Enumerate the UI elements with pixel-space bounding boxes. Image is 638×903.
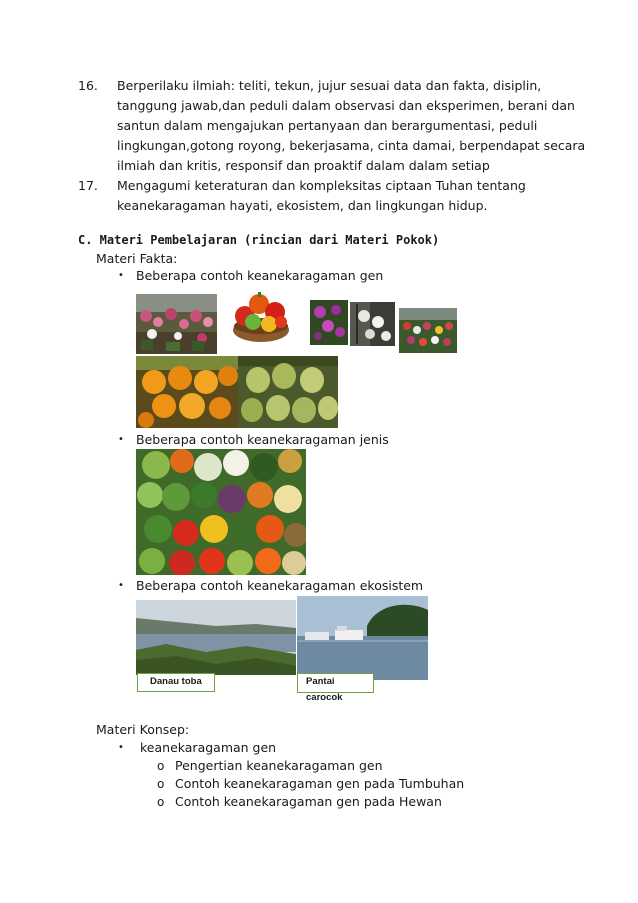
konsep-bullet-text: keanekaragaman gen [140,740,277,755]
flower-garden-image [136,294,217,354]
materi-fakta-label: Materi Fakta: [96,251,178,266]
orchid-white-image [350,302,395,346]
bullet-marker: • [118,580,124,591]
lake-toba-image [136,600,296,675]
item-17-line: keanekaragaman hayati, ekosistem, dan lingkungan hidup. [117,198,488,213]
sub-bullet-marker: o [157,795,165,809]
sub-bullet-marker: o [157,759,165,773]
item-16-number: 16. [78,78,98,93]
bullet-marker: • [118,434,124,445]
item-17-line: Mengagumi keteraturan dan kompleksitas ciptaan Tuhan tentang [117,178,526,193]
section-heading: C. Materi Pembelajaran (rincian dari Materi Pokok) [78,233,440,247]
caption-danau-toba: Danau toba [137,673,215,692]
sub-bullet-marker: o [157,777,165,791]
bullet-marker: • [118,270,124,281]
carocok-beach-image [297,596,428,680]
vegetables-image [136,449,306,575]
item-16-text [117,78,585,178]
item-17-text [117,178,526,218]
materi-konsep-label: Materi Konsep: [96,722,190,737]
item-16-line: lingkungan,gotong royong, bekerjasama, cinta damai, berpendapat secara [117,138,586,153]
sub-item: Contoh keanekaragaman gen pada Tumbuhan [175,776,465,791]
sub-item: Pengertian keanekaragaman gen [175,758,383,773]
peppers-image [229,286,293,346]
orange-coconuts-image [136,356,238,428]
bullet-gen-text: Beberapa contoh keanekaragaman gen [136,268,384,283]
item-17-number: 17. [78,178,98,193]
bullet-ekosistem-text: Beberapa contoh keanekaragaman ekosistem [136,578,424,593]
item-16-line: santun dalam mengajukan pertanyaan dan berargumentasi, peduli [117,118,538,133]
green-coconuts-image [238,356,338,428]
item-16-line: tanggung jawab,dan peduli dalam observasi dan eksperimen, berani dan [117,98,575,113]
caption-pantai-carocok: Pantai carocok [297,673,374,693]
item-16-line: Berperilaku ilmiah: teliti, tekun, jujur sesuai data dan fakta, disiplin, [117,78,542,93]
bullet-marker: • [118,742,124,753]
flower-bed-image [399,308,457,353]
bullet-jenis-text: Beberapa contoh keanekaragaman jenis [136,432,389,447]
sub-item: Contoh keanekaragaman gen pada Hewan [175,794,442,809]
orchid-purple-image [310,300,348,345]
item-16-line: ilmiah dan kritis, responsif dan proaktif dalam dalam setiap [117,158,490,173]
